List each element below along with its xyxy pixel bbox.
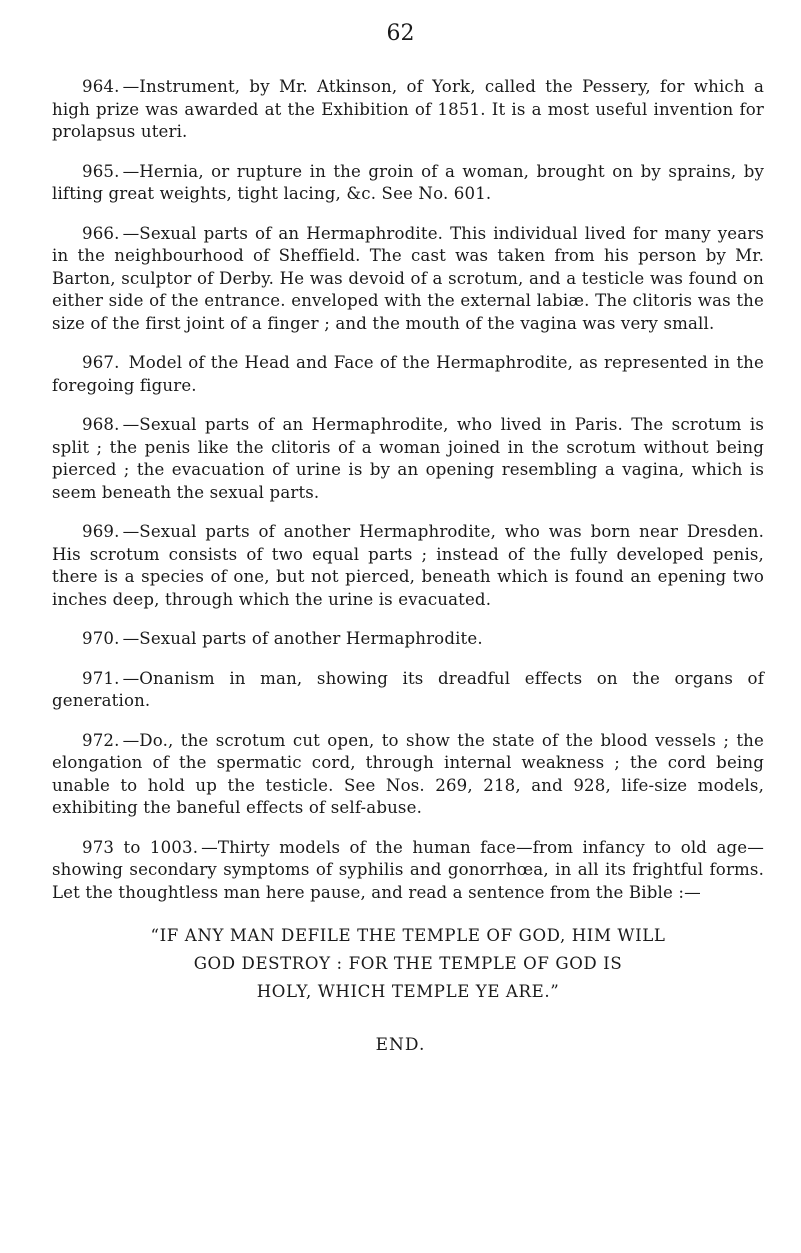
entry-text: —Onanism in man, showing its dreadful effects on the organs of generation. [52, 668, 764, 710]
entry-number: 964. [82, 77, 120, 96]
bible-quote [52, 922, 764, 1006]
end-label: END. [375, 1035, 426, 1055]
entries-list [52, 76, 764, 1006]
entry-number: 969. [82, 522, 120, 541]
entry-number: 965. [82, 161, 120, 181]
entry-text: —Sexual parts of another Hermaphrodite, who was born near Dresden. His scrotum consists of two equal parts ; instead of the fully developed penis, there is a species of one, but not pierced, beneath which is found an epening two inches deep, through which the urine is evacuated. [52, 522, 764, 609]
entry-972 [52, 730, 764, 820]
entry-970 [52, 628, 764, 651]
entry-text: —Instrument, by Mr. Atkinson, of York, called the Pessery, for which a high prize was awarded at the Exhibition of 1851. It is a most useful invention for prolapsus uteri. [52, 77, 764, 141]
bible-quote-line: “IF ANY MAN DEFILE THE TEMPLE OF GOD, HIM WILL [150, 926, 666, 945]
entry-number: 970. [82, 629, 120, 648]
entry-965 [52, 161, 764, 206]
entry-969 [52, 521, 764, 611]
entry-971 [52, 668, 764, 713]
entry-text: —Do., the scrotum cut open, to show the state of the blood vessels ; the elongation of the spermatic cord, through internal weakness ; the cord being unable to hold up the testicle. See Nos. 269, 218, and 928, life-size models, exhibiting the baneful effects of self-abuse. [52, 730, 764, 817]
entry-text: —Sexual parts of another Hermaphrodite. [122, 629, 483, 648]
entry-text: —Sexual parts of an Hermaphrodite, who lived in Paris. The scrotum is split ; the penis like the clitoris of a woman joined in the scrotum without being pierced ; the evacuation of urine is by an opening resembling a vagina, which is seem beneath the sexual parts. [52, 415, 764, 502]
bible-quote-line: GOD DESTROY : FOR THE TEMPLE OF GOD IS [193, 954, 623, 973]
entry-number: 968. [82, 415, 120, 434]
entry-966 [52, 223, 764, 336]
entry-964 [52, 76, 764, 144]
entry-number: 971. [82, 668, 120, 688]
entry-967 [52, 352, 764, 397]
entry-968 [52, 414, 764, 504]
page-number: 62 [386, 21, 415, 46]
entry-number: 972. [82, 730, 120, 750]
entry-text: —Hernia, or rupture in the groin of a woman, brought on by sprains, by lifting great weights, tight lacing, &c. See No. 601. [52, 161, 764, 203]
entry-text: —Sexual parts of an Hermaphrodite. This individual lived for many years in the neighbourhood of Sheffield. The cast was taken from his person by Mr. Barton, sculptor of Derby. He was devoid of a scrotum, and a testicle was found on either side of the entrance. enveloped with the external labiæ. The clitoris was the size of the first joint of a finger ; and the mouth of the vagina was very small. [52, 223, 764, 333]
entry-text: Model of the Head and Face of the Hermaphrodite, as represented in the foregoing figure. [52, 353, 764, 395]
entry-973-1003 [52, 837, 764, 905]
bible-quote-line: HOLY, WHICH TEMPLE YE ARE.” [256, 982, 560, 1001]
entry-number: 973 to 1003. [82, 837, 199, 857]
entry-number: 967. [82, 353, 120, 372]
entry-text: —Thirty models of the human face—from infancy to old age—showing secondary symptoms of syphilis and gonorrhœa, in all its frightful forms. Let the thoughtless man here pause, and read a sentence from the Bible :— [52, 837, 764, 902]
entry-number: 966. [82, 223, 120, 243]
